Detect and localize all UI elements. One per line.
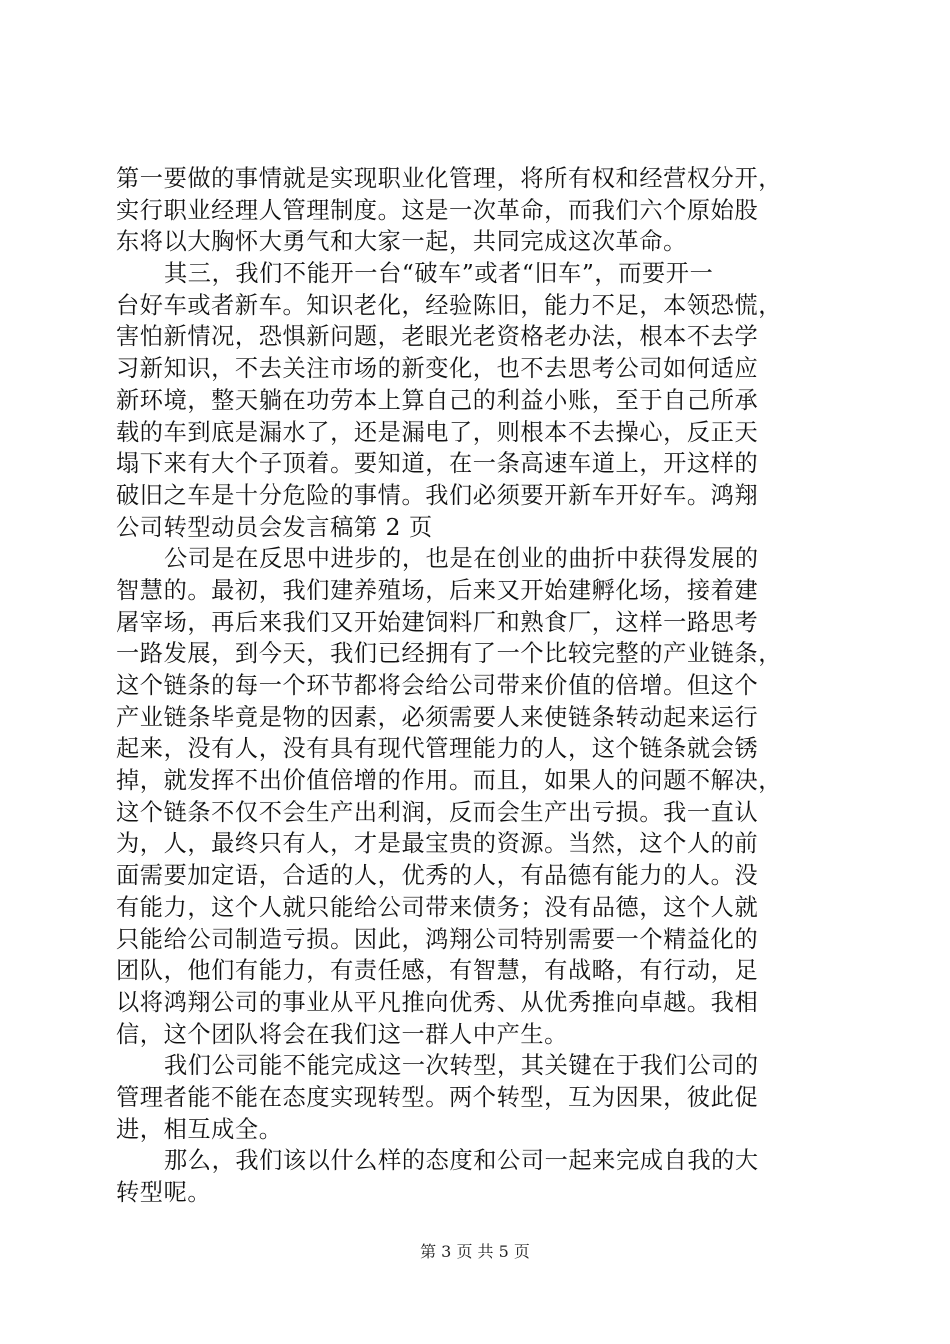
text-line: 载的车到底是漏水了，还是漏电了，则根本不去操心，反正天 [116,418,759,446]
text-line: 有能力，这个人就只能给公司带来债务；没有品德，这个人就 [116,893,759,921]
text-line: 台好车或者新车。知识老化，经验陈旧，能力不足，本领恐慌， [116,291,783,319]
text-line: 产业链条毕竟是物的因素，必须需要人来使链条转动起来运行 [116,703,759,731]
text-line: 只能给公司制造亏损。因此，鸿翔公司特别需要一个精益化的 [116,925,759,953]
text-line: 进，相互成全。 [116,1115,283,1143]
text-line: 以将鸿翔公司的事业从平凡推向优秀、从优秀推向卓越。我相 [116,988,759,1016]
text-line: 新环境，整天躺在功劳本上算自己的利益小账，至于自己所承 [116,386,759,414]
text-line: 管理者能不能在态度实现转型。两个转型，互为因果，彼此促 [116,1083,759,1111]
document-body [116,163,834,1209]
paragraph-start-line: 我们公司能不能完成这一次转型，其关键在于我们公司的 [164,1052,759,1080]
text-line: 第一要做的事情就是实现职业化管理，将所有权和经营权分开， [116,165,783,192]
text-line: 团队，他们有能力，有责任感，有智慧，有战略，有行动，足 [116,957,759,985]
text-line: 屠宰场，再后来我们又开始建饲料厂和熟食厂，这样一路思考 [116,608,759,636]
text-line: 害怕新情况，恐惧新问题，老眼光老资格老办法，根本不去学 [116,323,759,351]
text-line: 一路发展，到今天，我们已经拥有了一个比较完整的产业链条， [116,640,783,668]
paragraph-start-line: 公司是在反思中进步的，也是在创业的曲折中获得发展的 [164,545,759,573]
text-line: 东将以大胸怀大勇气和大家一起，共同完成这次革命。 [116,228,687,256]
text-line: 实行职业经理人管理制度。这是一次革命，而我们六个原始股 [116,196,759,224]
paragraph-start-line: 其三，我们不能开一台“破车”或者“旧车”，而要开一 [164,260,714,288]
page-number-footer: 第 3 页 共 5 页 [420,1242,530,1261]
text-line: 起来，没有人，没有具有现代管理能力的人，这个链条就会锈 [116,735,759,763]
text-line: 塌下来有大个子顶着。要知道，在一条高速车道上，开这样的 [116,450,759,478]
text-line: 这个链条的每一个环节都将会给公司带来价值的倍增。但这个 [116,672,759,699]
paragraph-start-line: 那么，我们该以什么样的态度和公司一起来完成自我的大 [164,1147,759,1175]
text-line: 为，人，最终只有人，才是最宝贵的资源。当然，这个人的前 [116,830,759,858]
text-line: 面需要加定语，合适的人，优秀的人，有品德有能力的人。没 [116,862,759,890]
text-line: 破旧之车是十分危险的事情。我们必须要开新车开好车。鸿翔 [116,481,759,509]
text-line: 公司转型动员会发言稿第 2 页 [116,513,433,541]
text-line: 转型呢。 [116,1179,212,1206]
text-line: 习新知识，不去关注市场的新变化，也不去思考公司如何适应 [116,355,759,383]
text-line: 掉，就发挥不出价值倍增的作用。而且，如果人的问题不解决， [116,767,783,795]
text-line: 这个链条不仅不会生产出利润，反而会生产出亏损。我一直认 [116,798,759,826]
text-line: 智慧的。最初，我们建养殖场，后来又开始建孵化场，接着建 [116,576,759,604]
text-line: 信，这个团队将会在我们这一群人中产生。 [116,1020,568,1048]
